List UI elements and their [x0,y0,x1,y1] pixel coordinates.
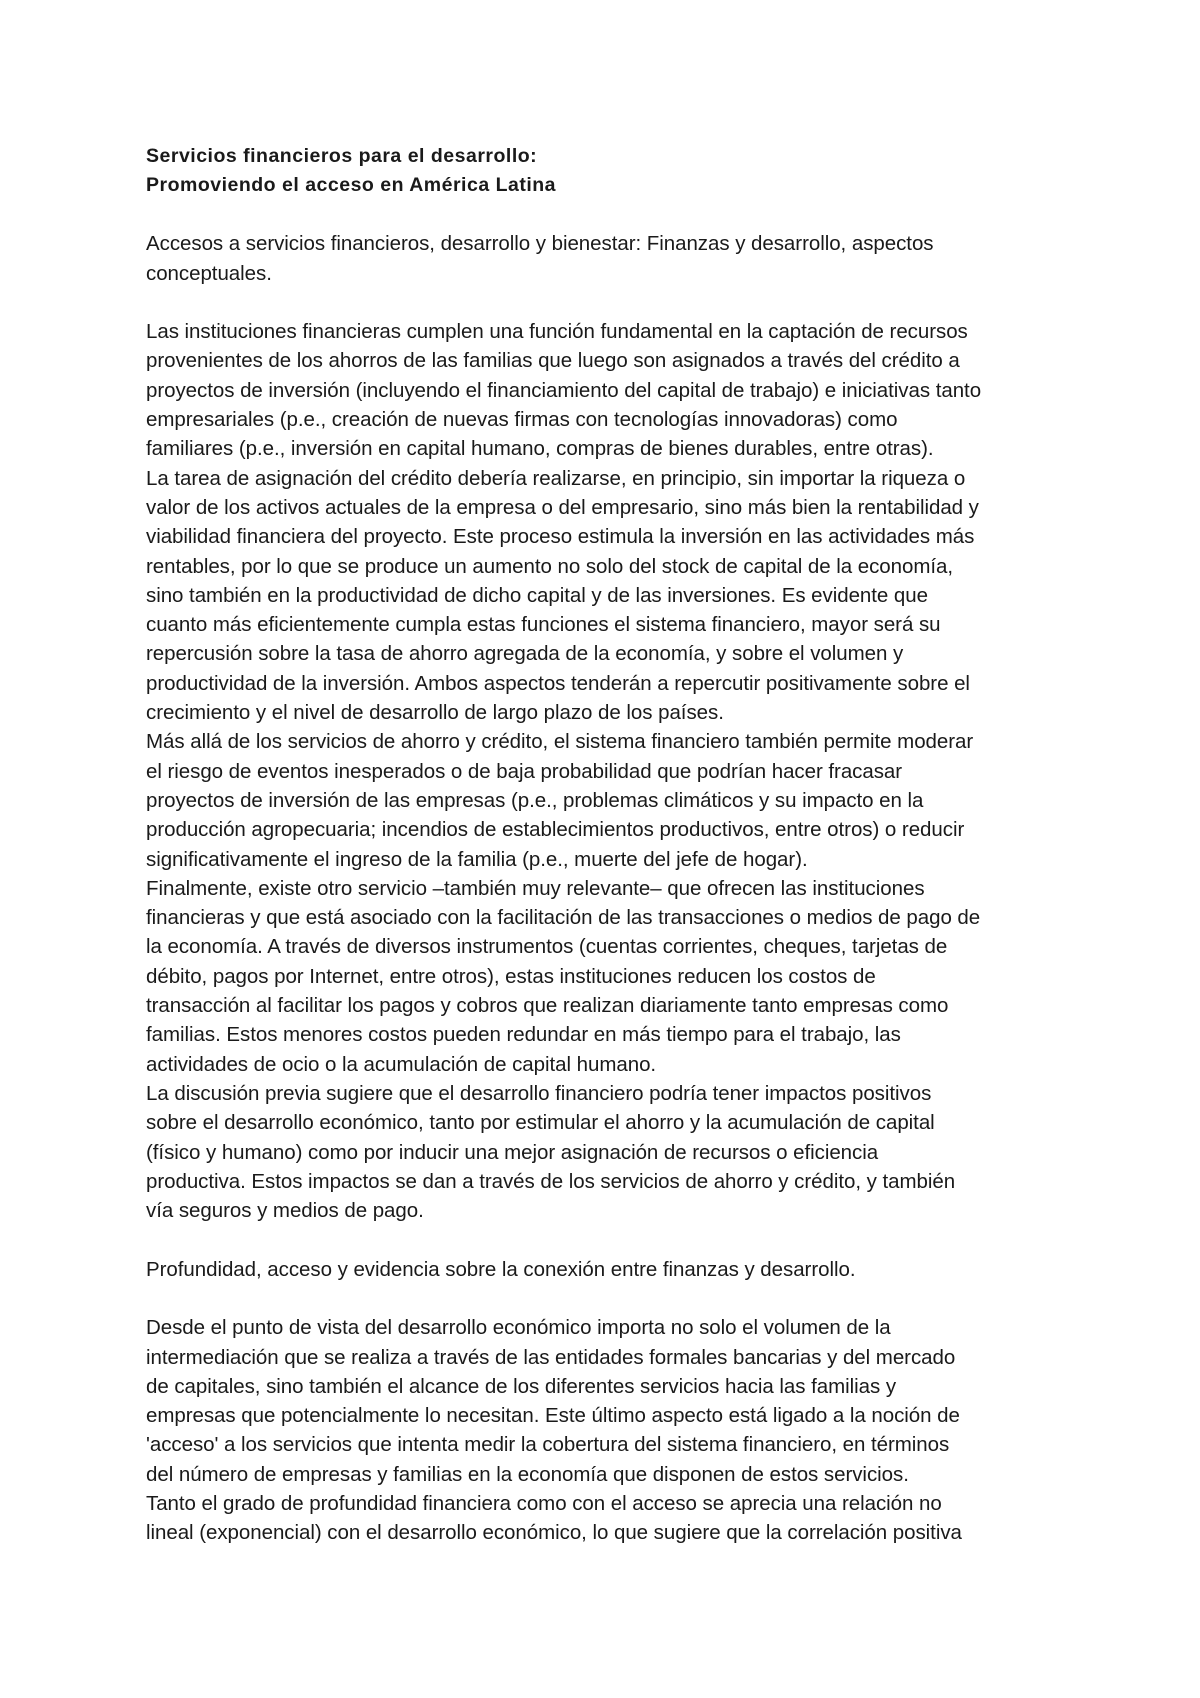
text-line: débito, pagos por Internet, entre otros), estas instituciones reducen los costos de [146,964,876,988]
paragraph [146,317,1076,1225]
text-line: empresariales (p.e., creación de nuevas firmas con tecnologías innovadoras) como [146,408,898,432]
text-line: de capitales, sino también el alcance de los diferentes servicios hacia las familias y [146,1374,897,1398]
text-line: Finalmente, existe otro servicio –también muy relevante– que ofrecen las instituciones [146,876,925,900]
text-line: transacción al facilitar los pagos y cobros que realizan diariamente tanto empresas como [146,994,949,1018]
text-line: familiares (p.e., inversión en capital humano, compras de bienes durables, entre otras). [146,437,934,461]
paragraph-spacer [146,288,1076,317]
text-line: Tanto el grado de profundidad financiera como con el acceso se aprecia una relación no [146,1492,942,1516]
text-line: vía seguros y medios de pago. [146,1199,424,1223]
text-line: la economía. A través de diversos instrumentos (cuentas corrientes, cheques, tarjetas de [146,935,948,959]
text-line: lineal (exponencial) con el desarrollo económico, lo que sugiere que la correlación positiva [146,1521,962,1545]
text-line: empresas que potencialmente lo necesitan. Este último aspecto está ligado a la noción de [146,1404,960,1428]
text-line: La discusión previa sugiere que el desarrollo financiero podría tener impactos positivos [146,1081,932,1105]
text-line: rentables, por lo que se produce un aumento no solo del stock de capital de la economía, [146,554,954,578]
text-line: proyectos de inversión de las empresas (p.e., problemas climáticos y su impacto en la [146,788,924,812]
paragraph-spacer [146,1225,1076,1254]
text-line: producción agropecuaria; incendios de establecimientos productivos, entre otros) o reducir [146,818,965,842]
text-line: productiva. Estos impactos se dan a través de los servicios de ahorro y crédito, y también [146,1169,956,1193]
document-body [146,142,1076,1548]
text-line: proyectos de inversión (incluyendo el financiamiento del capital de trabajo) e iniciativas tanto [146,378,982,402]
text-line: crecimiento y el nivel de desarrollo de largo plazo de los países. [146,701,724,725]
text-line: familias. Estos menores costos pueden redundar en más tiempo para el trabajo, las [146,1023,901,1047]
text-line: (físico y humano) como por inducir una mejor asignación de recursos o eficiencia [146,1140,879,1164]
text-line: Desde el punto de vista del desarrollo económico importa no solo el volumen de la [146,1316,891,1340]
text-line: intermediación que se realiza a través de las entidades formales bancarias y del mercado [146,1345,956,1369]
text-line: sino también en la productividad de dicho capital y de las inversiones. Es evidente que [146,583,928,607]
paragraph [146,1313,1076,1547]
text-line: Las instituciones financieras cumplen una función fundamental en la captación de recursos [146,320,968,344]
text-line: el riesgo de eventos inesperados o de baja probabilidad que podrían hacer fracasar [146,759,903,783]
title-line-1: Servicios financieros para el desarrollo: [146,145,538,167]
document-text [146,200,1076,1548]
paragraph [146,1255,1076,1284]
text-line: sobre el desarrollo económico, tanto por estimular el ahorro y la acumulación de capital [146,1111,935,1135]
text-line: provenientes de los ahorros de las familias que luego son asignados a través del crédito a [146,349,960,373]
text-line: 'acceso' a los servicios que intenta medir la cobertura del sistema financiero, en términos [146,1433,950,1457]
text-line: La tarea de asignación del crédito debería realizarse, en principio, sin importar la riqueza o [146,466,966,490]
text-line: actividades de ocio o la acumulación de capital humano. [146,1052,657,1076]
text-line: productividad de la inversión. Ambos aspectos tenderán a repercutir positivamente sobre el [146,671,970,695]
paragraph-spacer [146,200,1076,229]
text-line: viabilidad financiera del proyecto. Este proceso estimula la inversión en las actividades más [146,525,975,549]
text-line: cuanto más eficientemente cumpla estas funciones el sistema financiero, mayor será su [146,613,941,637]
text-line: Más allá de los servicios de ahorro y crédito, el sistema financiero también permite moderar [146,730,974,754]
text-line: del número de empresas y familias en la economía que disponen de estos servicios. [146,1462,909,1486]
text-line: financieras y que está asociado con la facilitación de las transacciones o medios de pago de [146,906,981,930]
text-line: Profundidad, acceso y evidencia sobre la conexión entre finanzas y desarrollo. [146,1257,856,1281]
paragraph-spacer [146,1284,1076,1313]
text-line: conceptuales. [146,261,272,285]
text-line: valor de los activos actuales de la empresa o del empresario, sino más bien la rentabilidad y [146,495,979,519]
paragraph [146,229,1076,288]
title-line-2: Promoviendo el acceso en América Latina [146,174,557,196]
document-title [146,142,1076,200]
text-line: Accesos a servicios financieros, desarrollo y bienestar: Finanzas y desarrollo, aspectos [146,232,934,256]
text-line: repercusión sobre la tasa de ahorro agregada de la economía, y sobre el volumen y [146,642,904,666]
text-line: significativamente el ingreso de la familia (p.e., muerte del jefe de hogar). [146,847,808,871]
